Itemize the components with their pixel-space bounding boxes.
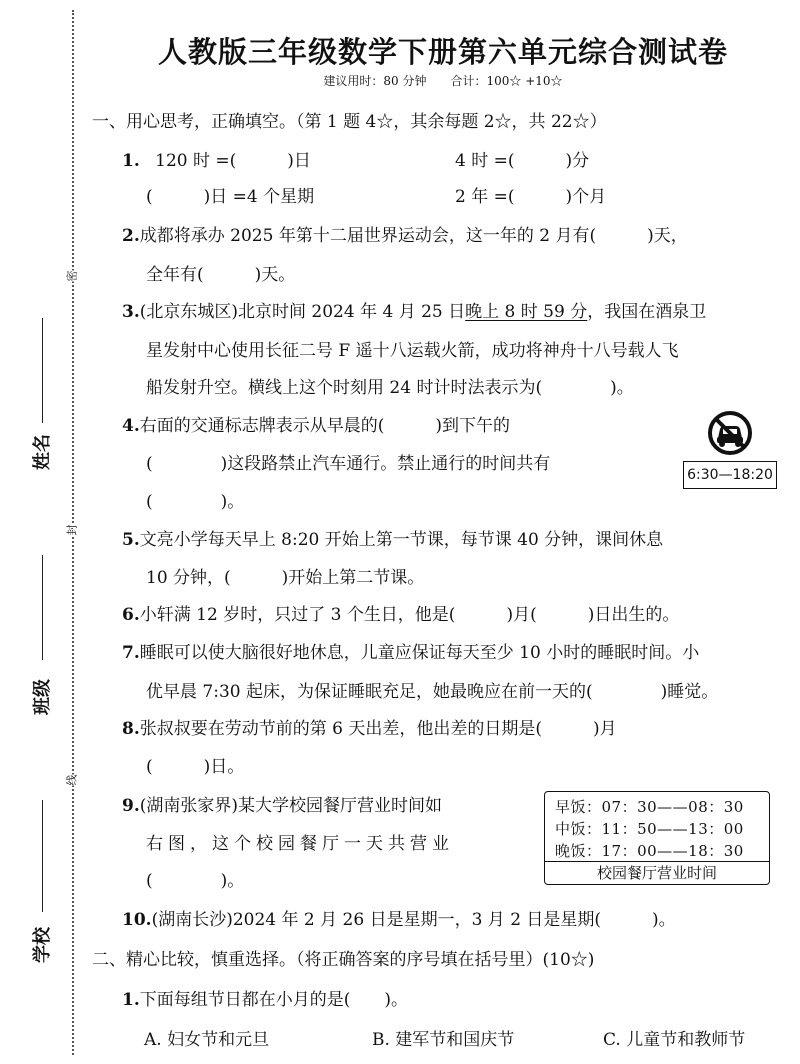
question-number: 6.: [122, 605, 140, 625]
question-1c[interactable]: ( )日 =4 个星期: [146, 187, 315, 207]
question-2-line1[interactable]: [122, 221, 688, 246]
question-1d[interactable]: 2 年 =( )个月: [455, 187, 607, 207]
class-label: 班级: [32, 679, 53, 715]
page-title: 人教版三年级数学下册第六单元综合测试卷: [157, 35, 728, 69]
question-8-text: 张叔叔要在劳动节前的第 6 天出差，他出差的日期是( )月: [139, 719, 617, 739]
question-number: 1.: [122, 151, 140, 171]
question-8-line1[interactable]: [122, 714, 617, 739]
section1-heading: 一、用心思考，正确填空。（第 1 题 4☆，其余每题 2☆，共 22☆）: [92, 112, 607, 132]
sign-time-label: 6:30—18:20: [683, 461, 777, 489]
seal-char-xian: 线: [65, 774, 79, 786]
option-a[interactable]: A. 妇女节和元旦: [144, 1030, 270, 1050]
name-label: 姓名: [32, 434, 53, 470]
name-fill-line[interactable]: [42, 318, 43, 423]
question-4-line2[interactable]: ( )这段路禁止汽车通行。禁止通行的时间共有: [146, 454, 551, 474]
question-5-line1: [122, 525, 663, 550]
question-9-line2: 右图，这个校园餐厅一天共营业: [146, 834, 454, 854]
question-9-text: (湖南张家界)某大学校园餐厅营业时间如: [139, 796, 443, 816]
question-9-line1: [122, 791, 442, 816]
question-4-line3[interactable]: ( )。: [146, 492, 245, 512]
question-number: 4.: [122, 416, 140, 436]
question-4-line1[interactable]: [122, 411, 510, 436]
question-5-line2[interactable]: 10 分钟，( )开始上第二节课。: [146, 568, 425, 588]
question-7-line2[interactable]: 优早晨 7:30 起床，为保证睡眠充足，她最晚应在前一天的( )睡觉。: [146, 682, 719, 702]
seal-char-feng: 封: [65, 524, 79, 536]
question-3-text-b: ，我国在酒泉卫: [587, 302, 707, 322]
section2-heading: 二、精心比较，慎重选择。（将正确答案的序号填在括号里）(10☆): [92, 950, 595, 970]
question-10-text: (湖南长沙)2024 年 2 月 26 日是星期一，3 月 2 日是星期( )。: [151, 910, 676, 930]
question-10-line1[interactable]: [122, 905, 676, 930]
question-7-text: 睡眠可以使大脑很好地休息，儿童应保证每天至少 10 小时的睡眠时间。小: [139, 643, 700, 663]
question-1b[interactable]: 4 时 =( )分: [455, 151, 590, 171]
section2-question-1-text: 下面每组节日都在小月的是( )。: [139, 990, 409, 1010]
question-1a[interactable]: 120 时 =( )日: [155, 151, 311, 171]
question-8-line2[interactable]: ( )日。: [146, 757, 245, 777]
option-c[interactable]: C. 儿童节和教师节: [603, 1030, 746, 1050]
option-b[interactable]: B. 建军节和国庆节: [372, 1030, 515, 1050]
question-3-line1: [122, 297, 706, 322]
dinner-hours: 晚饭：17：00——18：30: [555, 842, 744, 860]
question-3-line2: 星发射中心使用长征二号 F 遥十八运载火箭，成功将神舟十八号载人飞: [146, 341, 679, 361]
question-number: 10.: [122, 910, 152, 930]
school-label: 学校: [32, 927, 53, 963]
seal-char-mi: 密: [65, 270, 79, 282]
question-number: 2.: [122, 226, 140, 246]
binding-margin: [0, 0, 90, 1064]
school-fill-line[interactable]: [42, 800, 43, 912]
question-1-line1: [122, 146, 311, 171]
question-4-text: 右面的交通标志牌表示从早晨的( )到下午的: [139, 416, 511, 436]
question-7-line1: [122, 638, 699, 663]
page-subtitle: 建议用时：80 分钟 合计：100☆ +10☆: [323, 74, 563, 88]
question-2-line2[interactable]: 全年有( )天。: [146, 265, 296, 285]
question-number: 8.: [122, 719, 140, 739]
question-5-text: 文亮小学每天早上 8:20 开始上第一节课，每节课 40 分钟，课间休息: [139, 530, 664, 550]
class-fill-line[interactable]: [42, 555, 43, 660]
question-3-line3[interactable]: 船发射升空。横线上这个时刻用 24 时计时法表示为( )。: [146, 378, 634, 398]
question-3-underlined-time: 晚上 8 时 59 分: [465, 302, 588, 322]
question-3-text-a: (北京东城区)北京时间 2024 年 4 月 25 日: [139, 302, 466, 322]
section2-question-1[interactable]: [122, 985, 408, 1010]
question-9-line3[interactable]: ( )。: [146, 871, 245, 891]
question-6-text: 小轩满 12 岁时，只过了 3 个生日，他是( )月( )日出生的。: [139, 605, 680, 625]
question-2-text: 成都将承办 2025 年第十二届世界运动会，这一年的 2 月有( )天，: [139, 226, 688, 246]
lunch-hours: 中饭：11：50——13：00: [555, 820, 744, 838]
no-cars-icon: [707, 410, 753, 456]
question-number: 1.: [122, 990, 140, 1010]
canteen-hours-box: [544, 791, 770, 885]
question-number: 3.: [122, 302, 140, 322]
canteen-hours-caption: 校园餐厅营业时间: [545, 861, 769, 884]
breakfast-hours: 早饭：07：30——08：30: [555, 798, 744, 816]
question-6-line1[interactable]: [122, 600, 679, 625]
question-number: 7.: [122, 643, 140, 663]
question-number: 9.: [122, 796, 140, 816]
question-number: 5.: [122, 530, 140, 550]
